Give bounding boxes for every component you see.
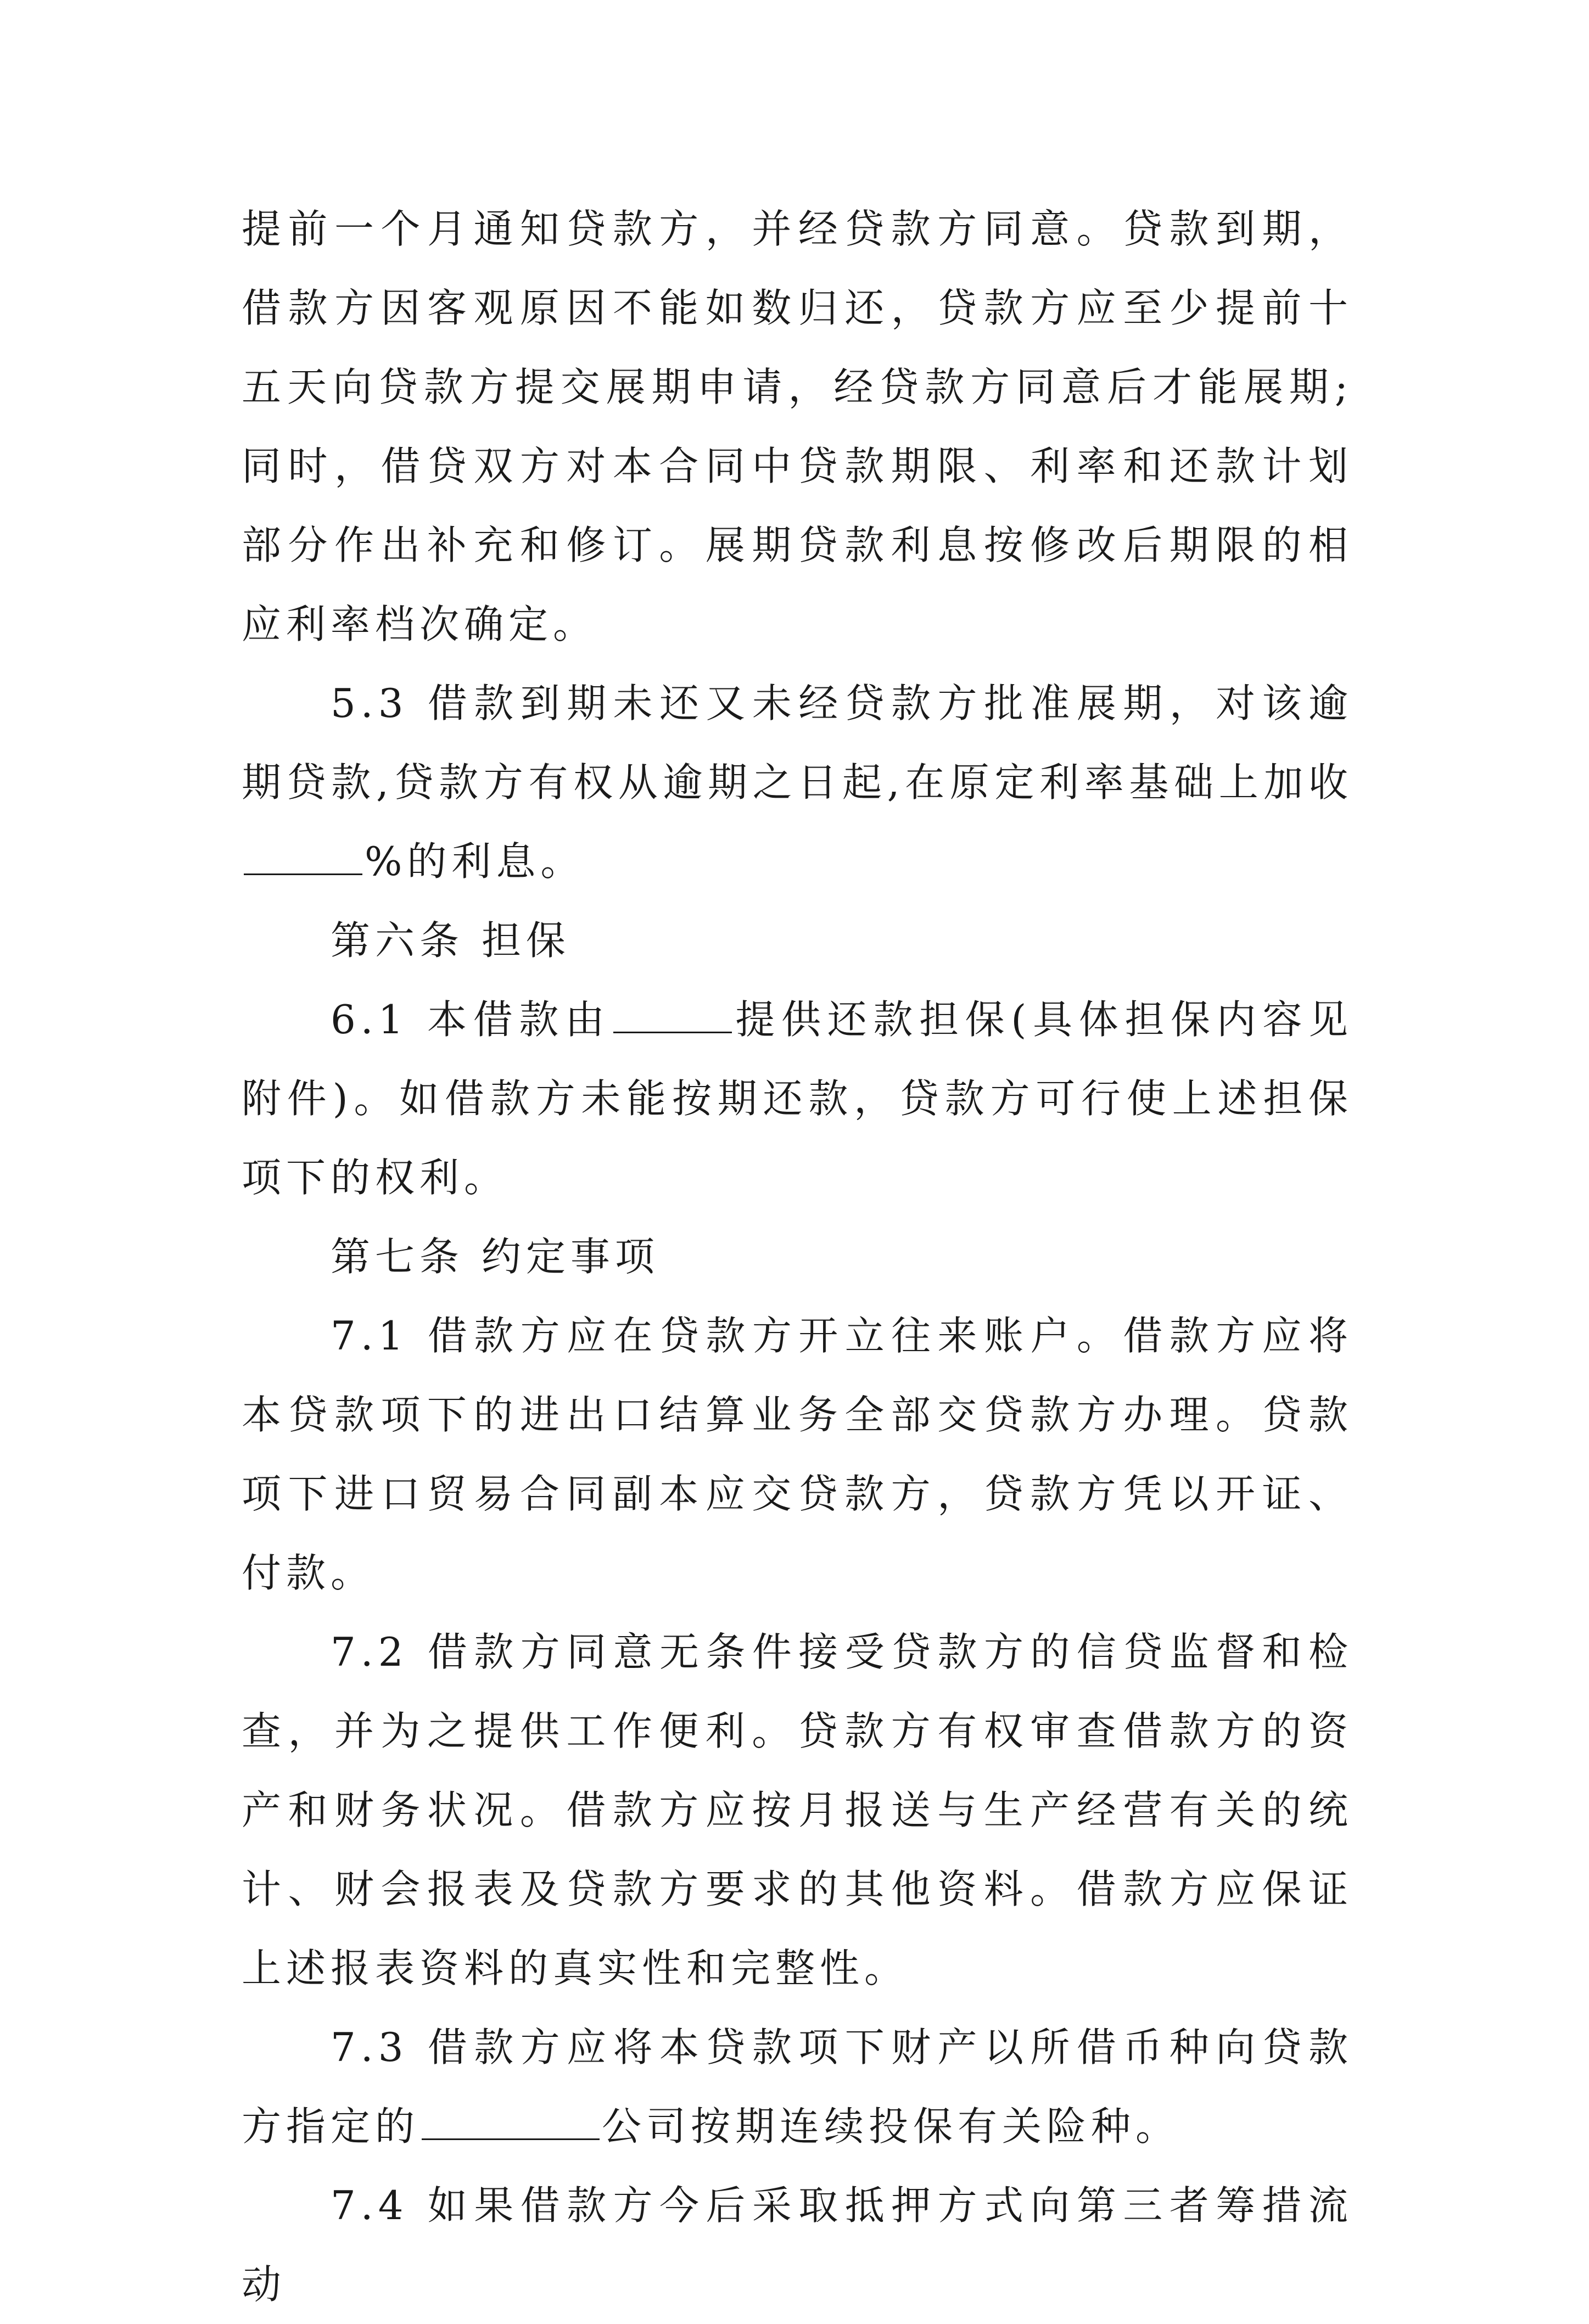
paragraph-6-1-text-after: 提供还款担保(具体担保内容见附件)。如借款方未能按期还款，贷款方可行使上述担保项下的权利。 [242,996,1353,1201]
blank-rate-field [244,841,362,875]
heading-article-7: 第七条 约定事项 [331,1234,659,1280]
paragraph-7-3 [242,2008,1353,2166]
blank-guarantor-field [613,999,732,1033]
paragraph-7-3-text-before: 7.3 借款方应将本贷款项下财产以所借币种向贷款方指定的 [242,2024,1353,2149]
blank-insurer-field [422,2105,600,2140]
paragraph-7-1: 7.1 借款方应在贷款方开立往来账户。借款方应将本贷款项下的进出口结算业务全部交贷款方办理。贷款项下进口贸易合同副本应交贷款方，贷款方凭以开证、付款。 [242,1313,1353,1596]
paragraph-5-3 [242,664,1353,901]
document-body [242,189,1353,2324]
paragraph-5-3-text-after: %的利息。 [365,838,585,884]
paragraph-7-3-text-after: 公司按期连续投保有关险种。 [602,2103,1180,2149]
paragraph-7-4: 7.4 如果借款方今后采取抵押方式向第三者筹措流动 [242,2182,1353,2308]
heading-article-6: 第六条 担保 [331,917,570,964]
paragraph-6-1 [242,980,1353,1217]
paragraph-7-2: 7.2 借款方同意无条件接受贷款方的信贷监督和检查，并为之提供工作便利。贷款方有权审查借款方的资产和财务状况。借款方应按月报送与生产经营有关的统计、财会报表及贷款方要求的其他资料。借款方应保证上述报表资料的真实性和完整性。 [242,1629,1353,1991]
paragraph-extension-terms: 提前一个月通知贷款方，并经贷款方同意。贷款到期，借款方因客观原因不能如数归还，贷款方应至少提前十五天向贷款方提交展期申请，经贷款方同意后才能展期;同时，借贷双方对本合同中贷款期限、利率和还款计划部分作出补充和修订。展期贷款利息按修改后期限的相应利率档次确定。 [242,206,1353,647]
paragraph-5-3-text-before: 5.3 借款到期未还又未经贷款方批准展期，对该逾期贷款,贷款方有权从逾期之日起,在原定利率基础上加收 [242,680,1353,805]
paragraph-6-1-text-before: 6.1 本借款由 [331,996,611,1043]
